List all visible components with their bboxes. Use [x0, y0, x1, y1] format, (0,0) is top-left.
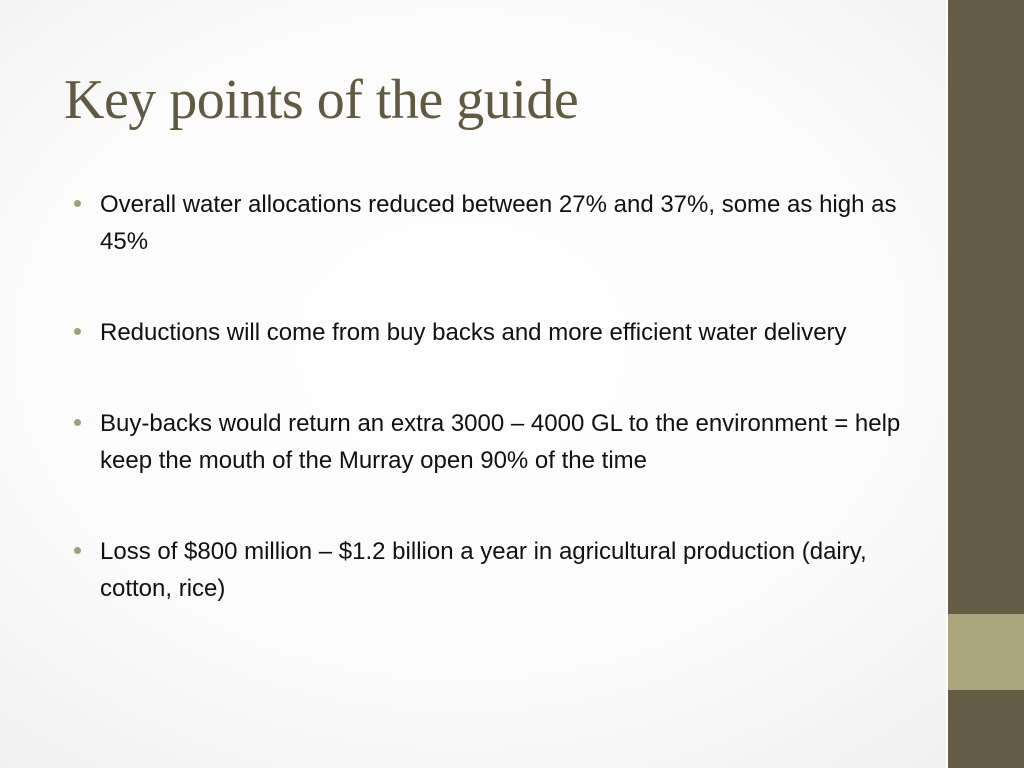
bullet-item	[72, 314, 902, 351]
bullet-item	[72, 186, 902, 260]
bullet-item	[72, 533, 902, 607]
bullet-text: Reductions will come from buy backs and more efficient water delivery	[100, 319, 847, 346]
bullet-item	[72, 405, 902, 479]
bullet-dot-icon	[74, 200, 81, 207]
bullet-list	[72, 186, 902, 661]
bullet-text: Loss of $800 million – $1.2 billion a year in agricultural production (dairy, cotton, rice)	[100, 538, 867, 602]
bullet-text: Overall water allocations reduced between 27% and 37%, some as high as 45%	[100, 191, 897, 255]
bullet-text: Buy-backs would return an extra 3000 – 4000 GL to the environment = help keep the mouth of the Murray open 90% of the time	[100, 410, 901, 474]
bullet-dot-icon	[74, 547, 81, 554]
slide-title: Key points of the guide	[64, 69, 579, 131]
side-decor-accent	[948, 614, 1024, 690]
side-decor-edge	[946, 0, 948, 768]
bullet-dot-icon	[74, 419, 81, 426]
bullet-dot-icon	[74, 328, 81, 335]
